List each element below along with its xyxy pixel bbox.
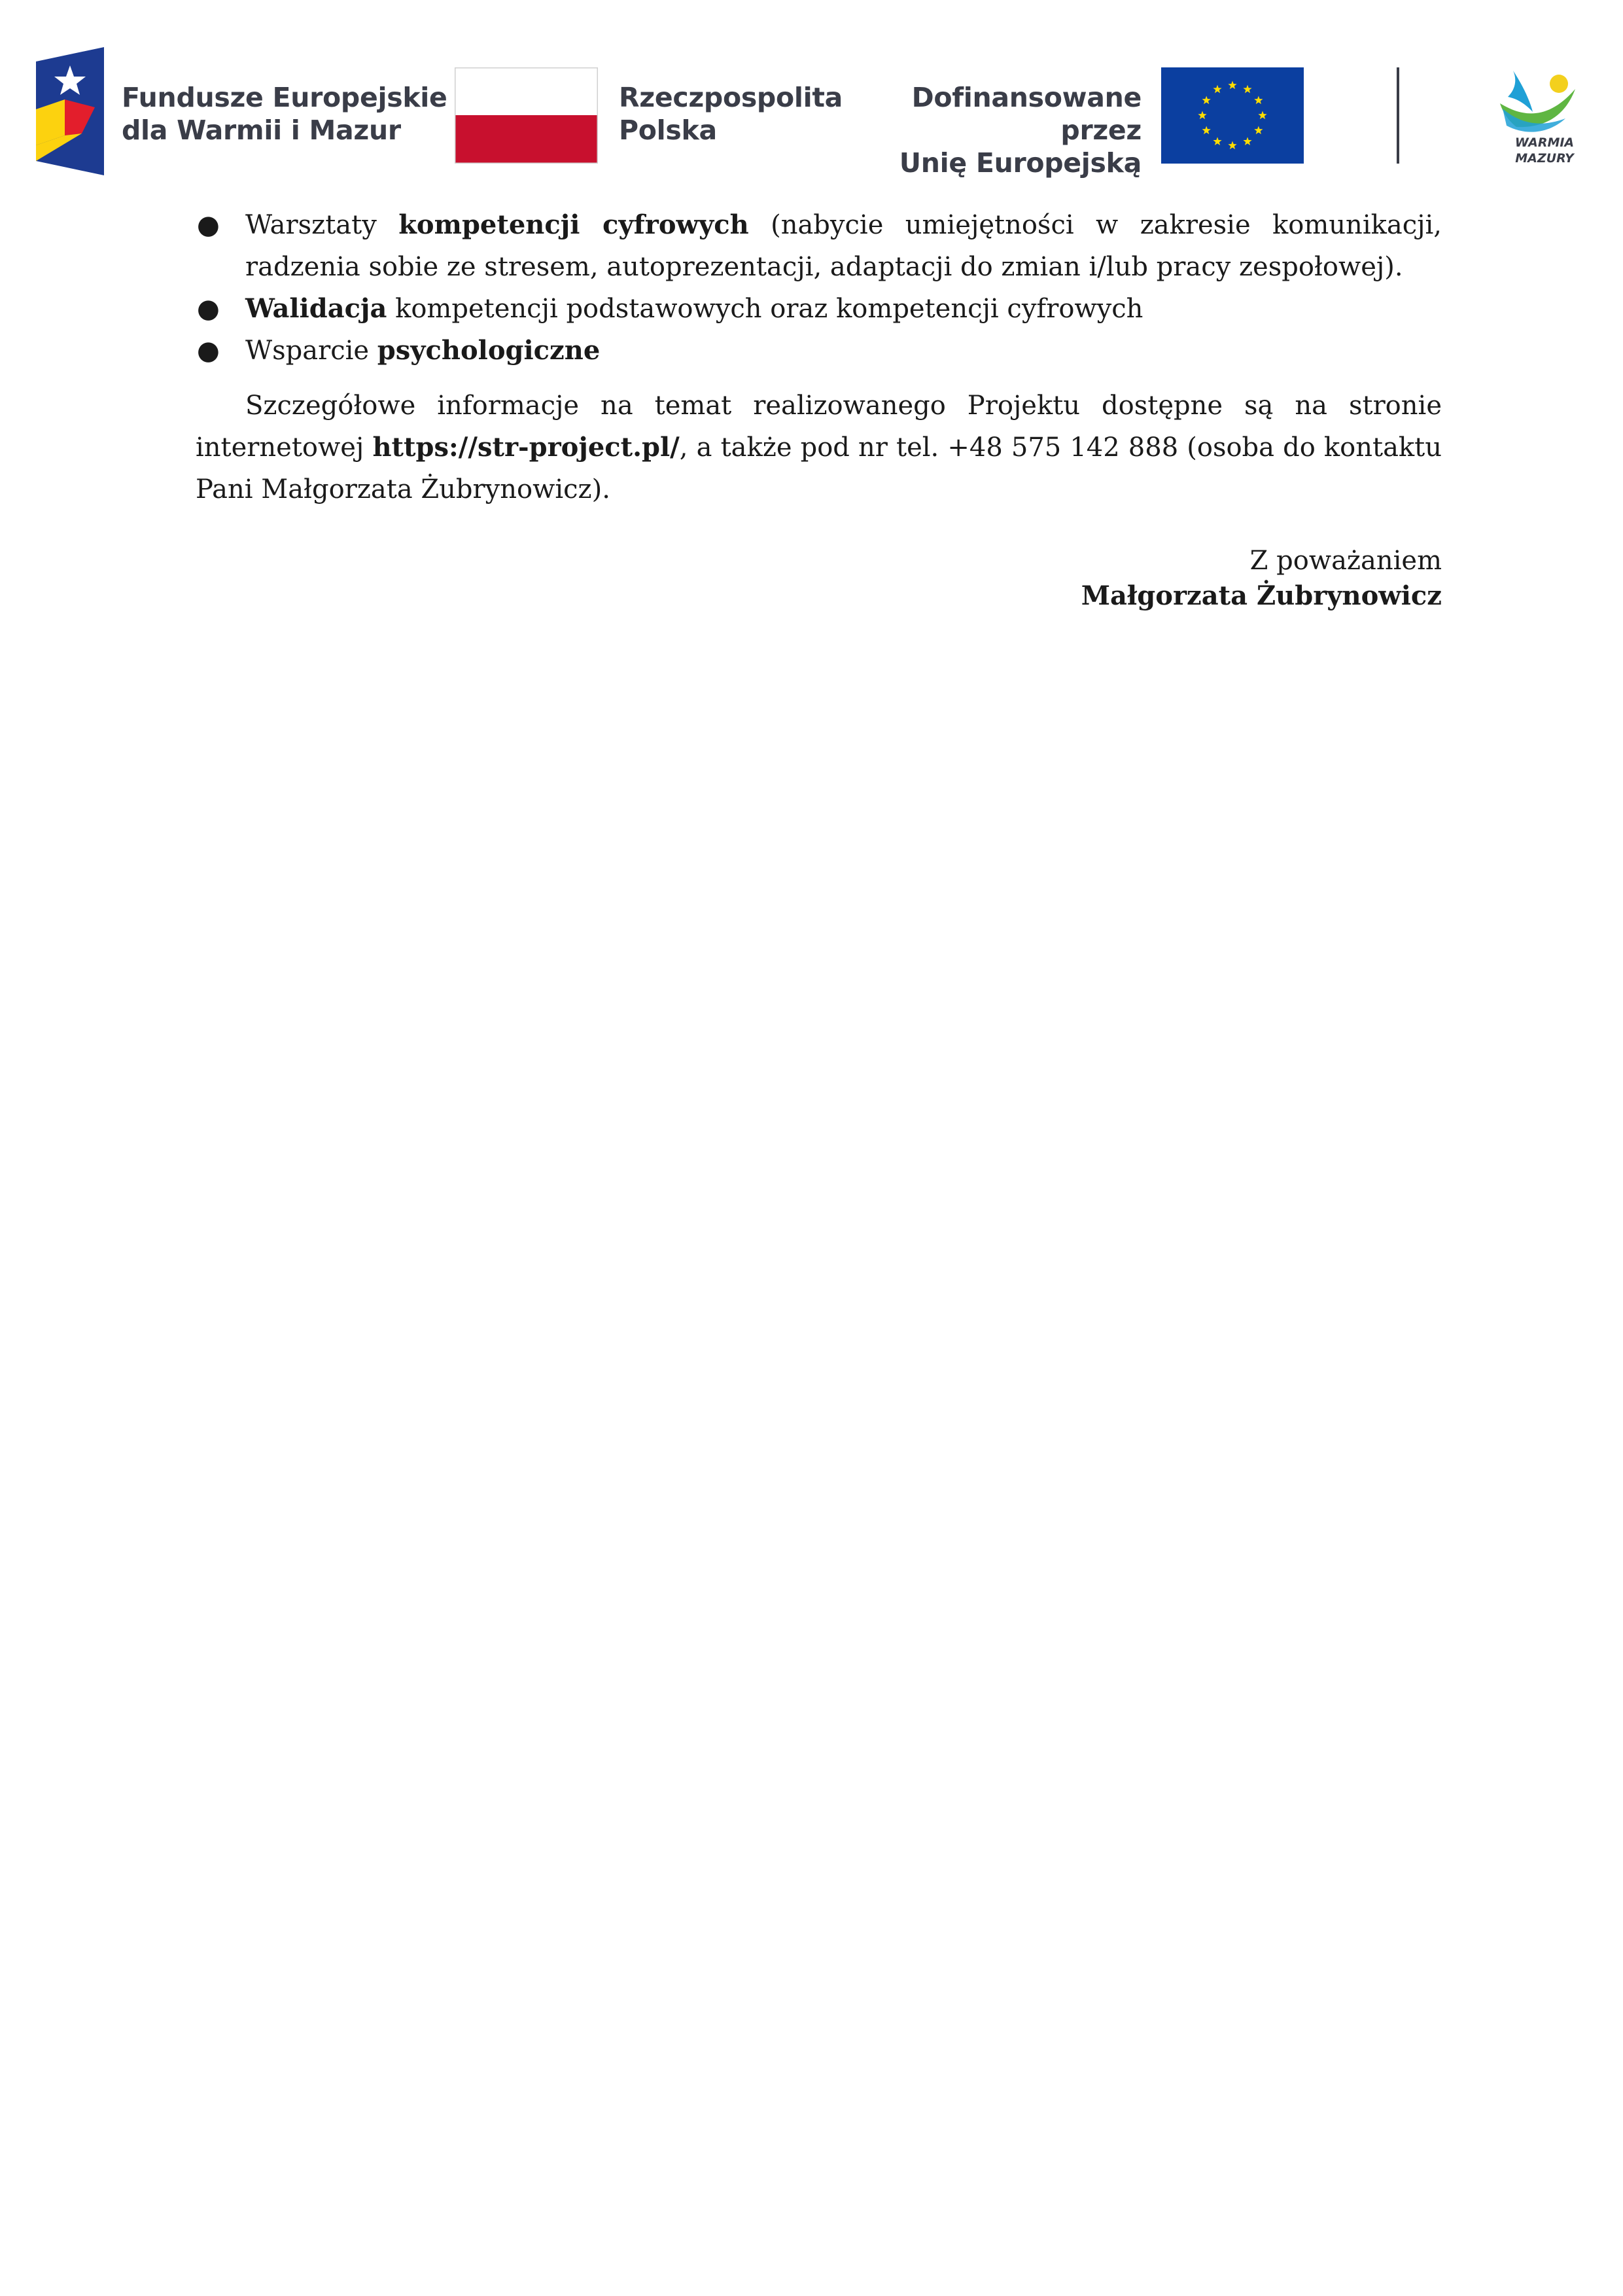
item-text-pre: Wsparcie — [245, 336, 377, 366]
eu-cofinanced-label — [867, 81, 1142, 179]
list-item-digital-workshops — [196, 204, 1442, 288]
fe-label-line2: dla Warmii i Mazur — [122, 115, 401, 146]
closing-block — [196, 543, 1442, 614]
rp-label-line2: Polska — [619, 115, 717, 146]
bullet-icon: ● — [197, 336, 220, 366]
rp-label-line1: Rzeczpospolita — [619, 82, 843, 113]
bullet-icon: ● — [197, 210, 220, 240]
rzeczpospolita-polska-label — [619, 81, 843, 147]
logo-separator — [1397, 67, 1399, 164]
closing-greeting: Z poważaniem — [1249, 546, 1442, 576]
list-item-psychological-support — [196, 330, 1442, 372]
header-logo-strip — [0, 0, 1623, 177]
item-text-bold: Walidacja — [245, 293, 387, 324]
poland-flag-icon — [455, 67, 598, 164]
signatory-name-text: Małgorzata Żubrynowicz — [1081, 580, 1442, 611]
info-paragraph — [196, 385, 1442, 510]
warmia-mazury-logo-icon — [1493, 63, 1595, 168]
eu-flag-icon — [1161, 67, 1304, 164]
support-list — [196, 204, 1442, 372]
list-item-validation — [196, 288, 1442, 330]
item-text-pre: Warsztaty — [245, 210, 399, 240]
eu-label-line1: Dofinansowane przez — [911, 82, 1142, 146]
item-text-bold: kompetencji cyfrowych — [398, 209, 749, 240]
wm-logo-text-line1: WARMIA — [1514, 135, 1575, 150]
item-text-post: kompetencji podstawowych oraz kompetencji cyfrowych — [387, 294, 1143, 324]
fe-label-line1: Fundusze Europejskie — [122, 82, 447, 113]
project-website-link[interactable]: https://str-project.pl/ — [372, 432, 680, 463]
fundusze-europejskie-label — [122, 81, 447, 147]
item-text-bold: psychologiczne — [377, 335, 601, 366]
info-text-pre: Szczegółowe informacje na temat realizowanego Projektu dostępne są na stronie internetowej — [196, 391, 1442, 463]
eu-label-line2: Unię Europejską — [899, 147, 1142, 179]
fundusze-europejskie-logo-icon — [36, 47, 104, 175]
item-text-post: (nabycie umiejętności w zakresie komunikacji, radzenia sobie ze stresem, autoprezentacji, adaptacji do zmian i/lub pracy zespołowej). — [245, 210, 1442, 282]
signatory-name — [196, 578, 1442, 614]
info-text-post: , a także pod nr tel. +48 575 142 888 (osoba do kontaktu Pani Małgorzata Żubrynowicz). — [196, 433, 1442, 504]
bullet-icon: ● — [197, 294, 220, 324]
wm-logo-text-line2: MAZURY — [1515, 151, 1574, 166]
letter-body — [196, 204, 1442, 614]
